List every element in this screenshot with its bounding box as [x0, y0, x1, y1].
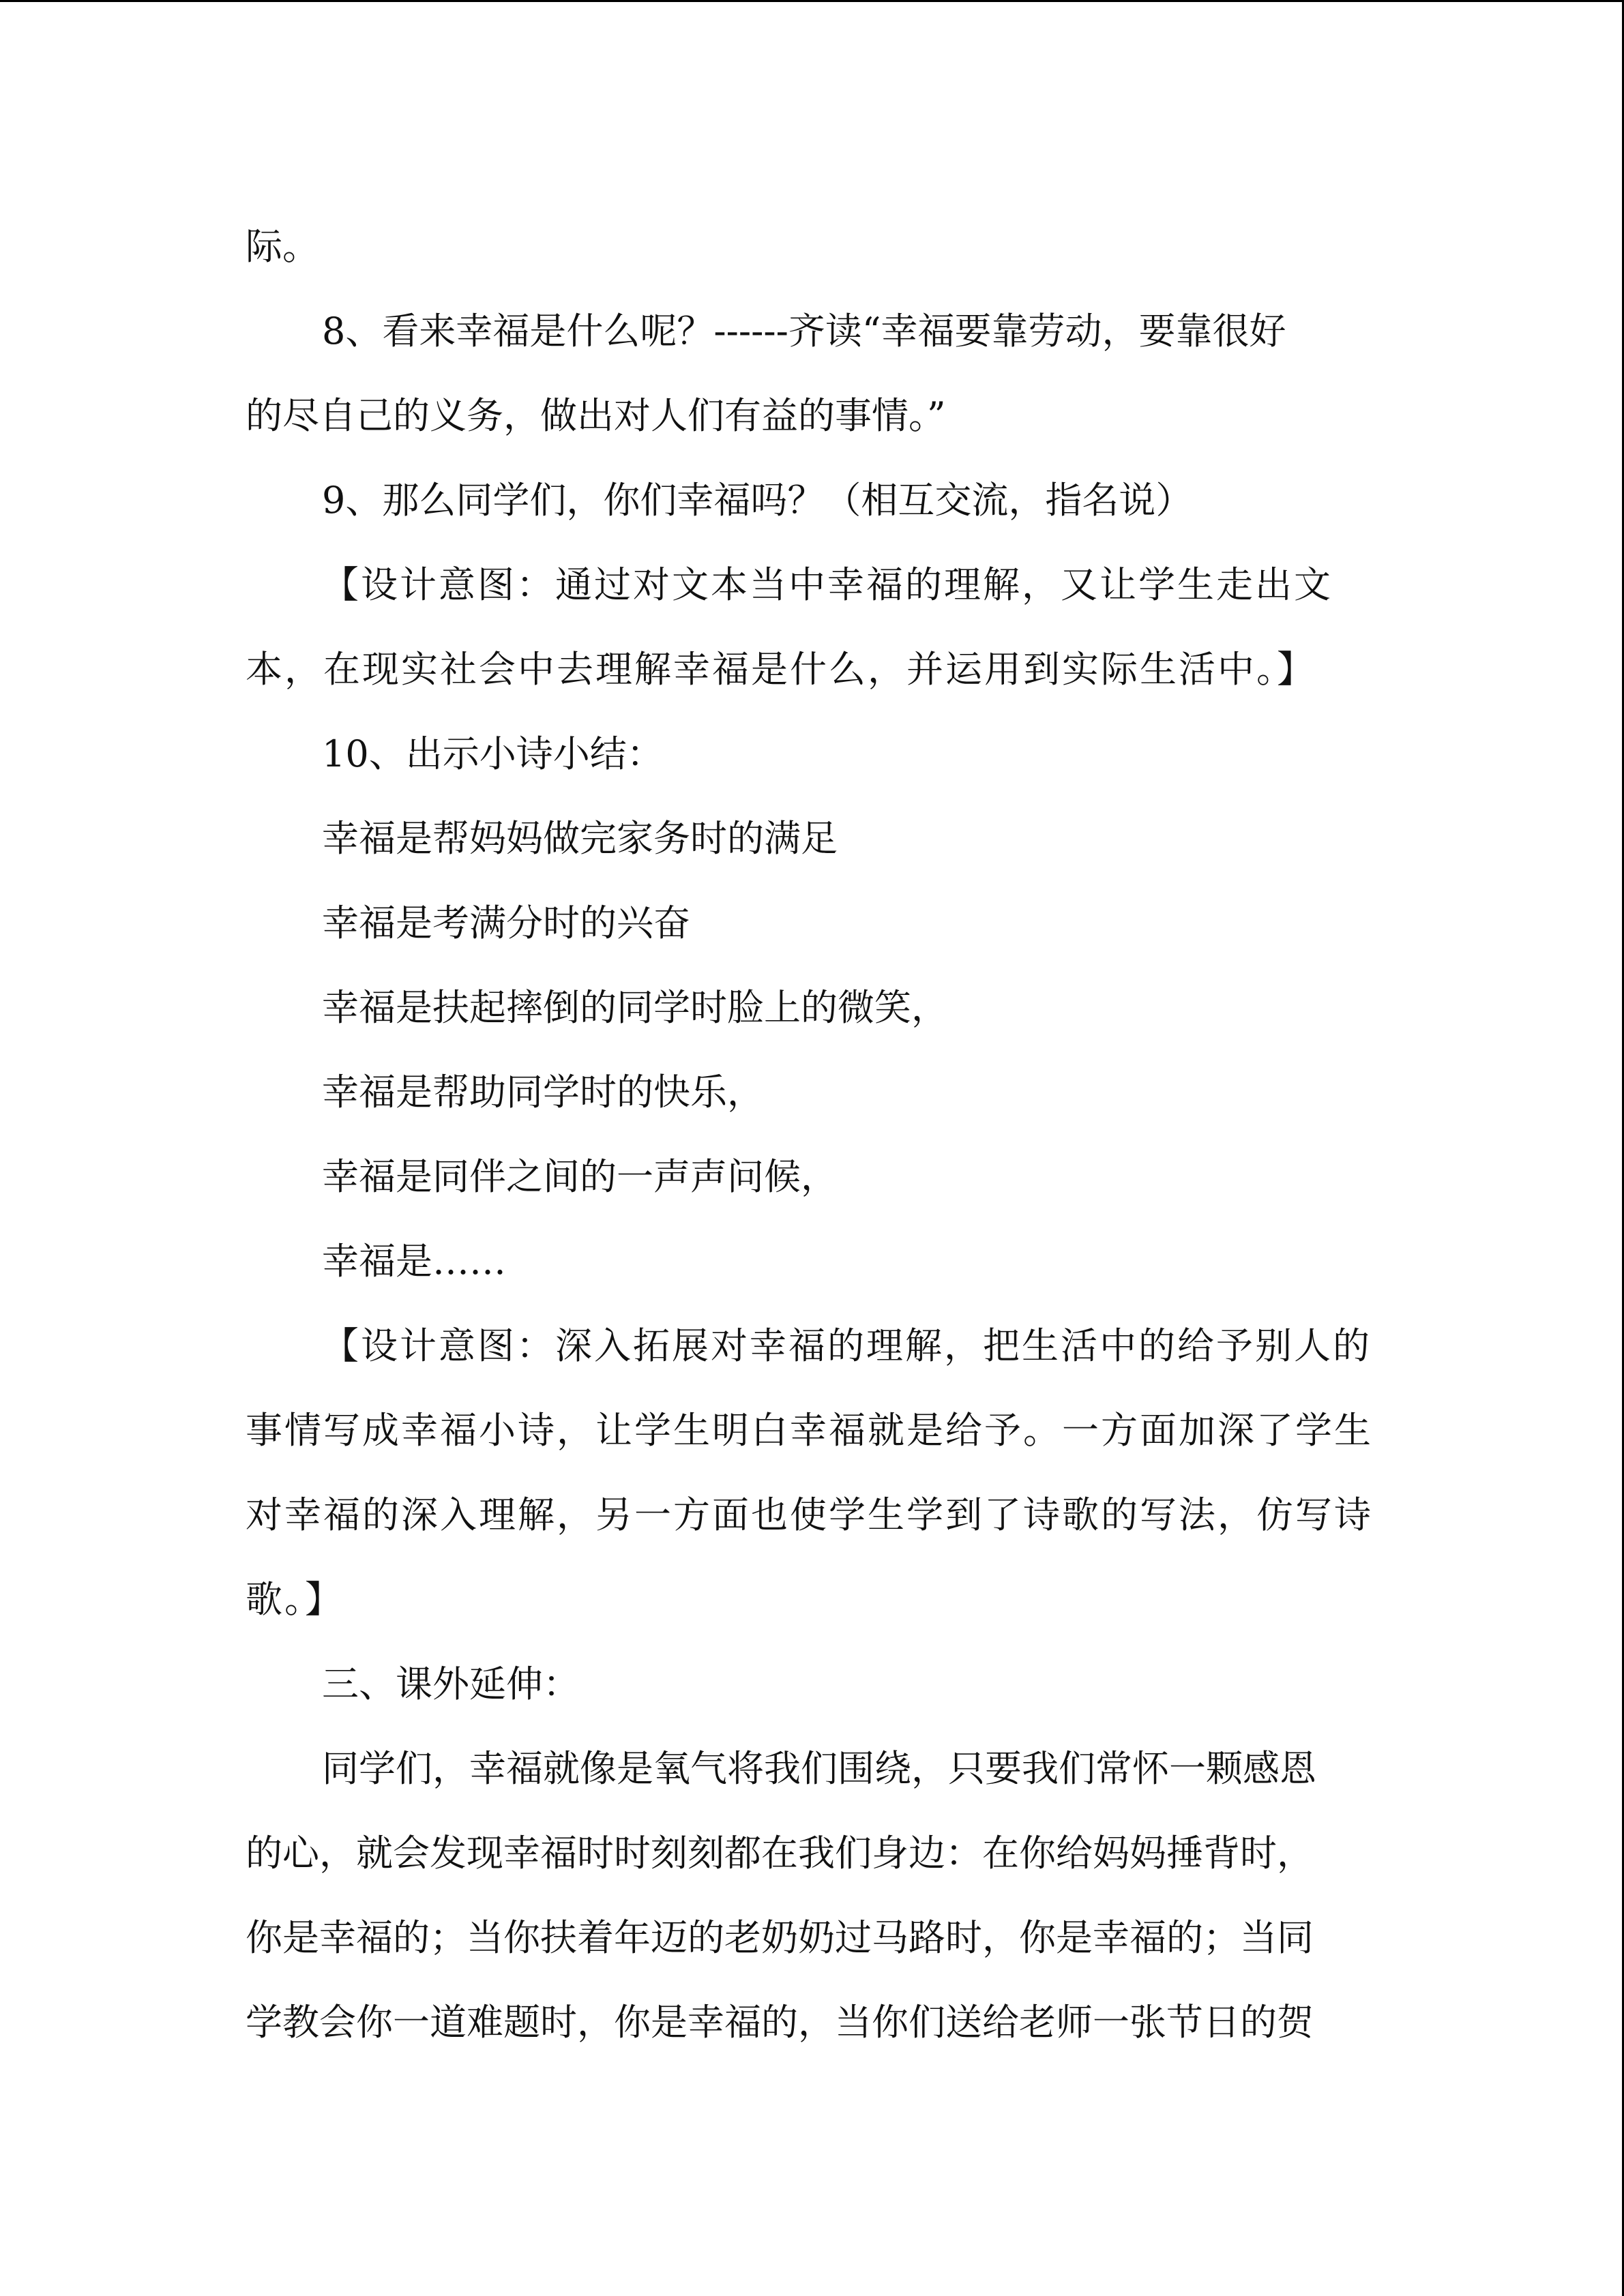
- text-line: 你是幸福的；当你扶着年迈的老奶奶过马路时，你是幸福的；当同: [246, 1916, 1314, 1959]
- poem-line: 幸福是帮助同学时的快乐，: [322, 1071, 764, 1114]
- design-intent-note: 【设计意图：通过对文本当中幸福的理解，又让学生走出文: [322, 563, 1333, 606]
- page-border-top: [0, 0, 1624, 2]
- text-line: 10、出示小诗小结：: [322, 732, 664, 775]
- design-intent-note: 本，在现实社会中去理解幸福是什么，并运用到实际生活中。】: [246, 648, 1316, 691]
- poem-line: 幸福是同伴之间的一声声问候，: [322, 1155, 838, 1198]
- text-line: 际。: [246, 225, 319, 268]
- section-heading: 三、课外延伸：: [322, 1663, 580, 1705]
- text-line: 同学们，幸福就像是氧气将我们围绕，只要我们常怀一颗感恩: [322, 1747, 1316, 1790]
- text-line: 9、那么同学们，你们幸福吗？（相互交流，指名说）: [322, 479, 1193, 522]
- poem-line: 幸福是扶起摔倒的同学时脸上的微笑，: [322, 986, 948, 1029]
- text-line: 的尽自己的义务，做出对人们有益的事情。”: [246, 394, 946, 437]
- design-intent-note: 歌。】: [246, 1578, 344, 1621]
- poem-line: 幸福是考满分时的兴奋: [322, 901, 690, 944]
- poem-line: 幸福是……: [322, 1240, 506, 1283]
- text-line: 的心，就会发现幸福时时刻刻都在我们身边：在你给妈妈捶背时，: [246, 1832, 1314, 1875]
- document-page: [246, 205, 1378, 2065]
- design-intent-note: 事情写成幸福小诗，让学生明白幸福就是给予。一方面加深了学生: [246, 1409, 1373, 1452]
- text-line: 8、看来幸福是什么呢？------齐读“幸福要靠劳动，要靠很好: [322, 310, 1286, 353]
- text-line: 学教会你一道难题时，你是幸福的，当你们送给老师一张节日的贺: [246, 2001, 1314, 2044]
- poem-line: 幸福是帮妈妈做完家务时的满足: [322, 817, 838, 860]
- design-intent-note: 【设计意图：深入拓展对幸福的理解，把生活中的给予别人的: [322, 1324, 1372, 1367]
- design-intent-note: 对幸福的深入理解，另一方面也使学生学到了诗歌的写法，仿写诗: [246, 1493, 1373, 1536]
